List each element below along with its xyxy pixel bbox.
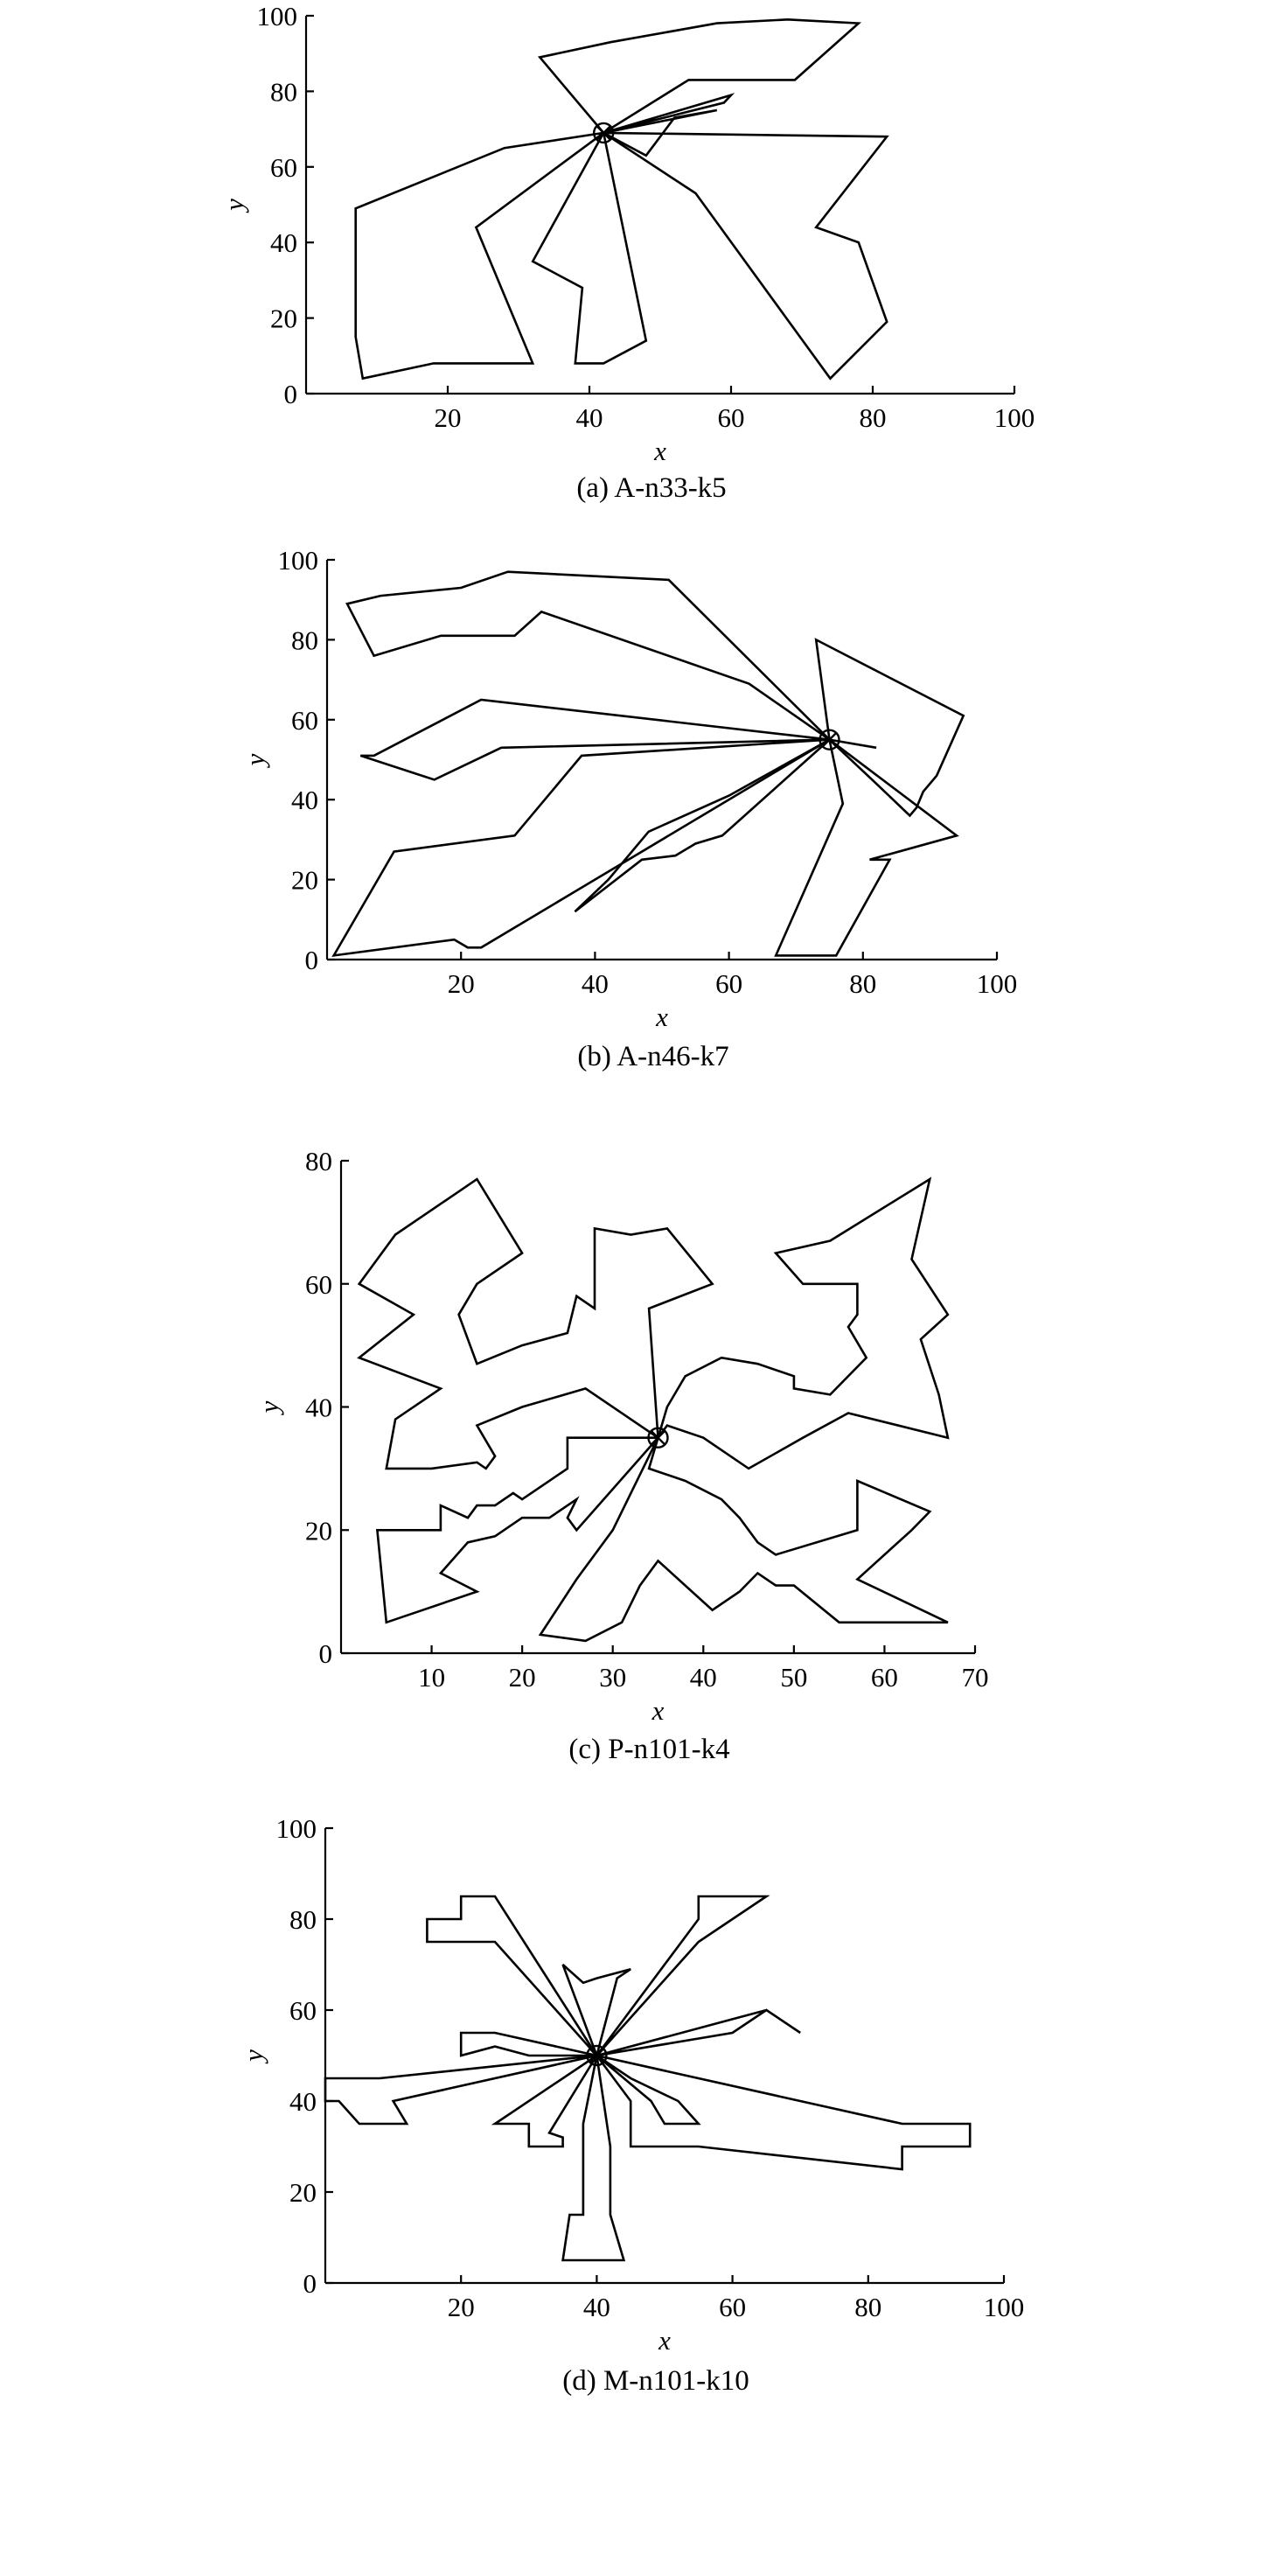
x-axis-label: x	[654, 436, 666, 466]
x-tick-label: 20	[434, 402, 462, 433]
y-tick-label: 0	[283, 379, 297, 409]
y-tick-label: 60	[289, 1995, 317, 2026]
y-tick-label: 80	[270, 76, 297, 108]
route-2-line	[658, 1179, 948, 1469]
y-axis-label: y	[254, 1400, 284, 1414]
y-tick-label: 40	[270, 227, 297, 259]
x-tick-label: 100	[983, 2292, 1025, 2322]
y-tick-label: 100	[275, 1813, 317, 1844]
route-5-line	[596, 2056, 970, 2169]
x-tick-label: 60	[870, 1662, 898, 1693]
route-4-line	[540, 1438, 948, 1641]
chart-m-n101-k10	[238, 1813, 1024, 2397]
x-tick-label: 20	[447, 968, 475, 999]
x-tick-label: 70	[961, 1662, 989, 1693]
route-4-line	[816, 639, 963, 815]
y-tick-label: 60	[291, 704, 318, 736]
y-tick-label: 20	[270, 303, 297, 334]
y-tick-label: 0	[304, 945, 318, 975]
route-1-line	[347, 572, 830, 740]
x-axis-label: x	[656, 1002, 668, 1032]
y-tick-label: 60	[270, 151, 297, 183]
y-tick-label: 100	[277, 545, 318, 576]
y-tick-label: 60	[305, 1268, 332, 1300]
route-5-line	[356, 133, 604, 379]
chart-caption: (c) P-n101-k4	[568, 1734, 730, 1765]
x-axis-label: x	[651, 1695, 665, 1726]
x-tick-label: 60	[715, 968, 743, 999]
x-tick-label: 40	[689, 1662, 717, 1693]
route-7-line	[461, 2033, 596, 2056]
y-tick-label: 100	[256, 1, 297, 31]
x-axis-label: x	[658, 2325, 671, 2356]
route-7-line	[575, 740, 829, 912]
x-tick-label: 30	[599, 1662, 627, 1693]
y-tick-label: 20	[305, 1515, 332, 1546]
route-2-line	[360, 700, 829, 779]
route-3-line	[377, 1438, 658, 1623]
x-tick-label: 100	[976, 968, 1018, 999]
x-tick-label: 50	[780, 1662, 808, 1693]
y-axis-label: y	[240, 753, 270, 766]
x-tick-label: 100	[993, 402, 1035, 433]
route-1-line	[427, 1896, 596, 2056]
x-tick-label: 40	[582, 2292, 610, 2322]
y-tick-label: 0	[318, 1638, 332, 1669]
y-tick-label: 40	[291, 785, 318, 816]
y-tick-label: 20	[289, 2177, 317, 2208]
x-tick-label: 10	[418, 1662, 446, 1693]
chart-caption: (b) A-n46-k7	[577, 1041, 729, 1072]
chart-a-n46-k7	[240, 545, 1017, 1072]
y-tick-label: 40	[289, 2086, 317, 2117]
route-1-line	[540, 19, 859, 133]
y-tick-label: 80	[305, 1146, 332, 1176]
x-tick-label: 40	[575, 402, 603, 433]
route-6-line	[325, 2056, 596, 2124]
route-5-line	[776, 740, 957, 956]
x-tick-label: 20	[447, 2292, 475, 2322]
x-tick-label: 80	[859, 402, 887, 433]
route-8-line	[495, 2056, 596, 2147]
chart-caption: (a) A-n33-k5	[576, 472, 727, 504]
y-axis-label: y	[238, 2049, 268, 2062]
y-axis-label: y	[219, 199, 249, 211]
y-tick-label: 0	[303, 2268, 317, 2299]
chart-caption: (d) M-n101-k10	[562, 2365, 749, 2397]
route-6-line	[533, 133, 646, 364]
chart-p-n101-k4	[254, 1146, 989, 1765]
x-tick-label: 60	[719, 2292, 747, 2322]
x-tick-label: 60	[717, 402, 745, 433]
route-9-line	[563, 2056, 624, 2260]
y-tick-label: 80	[291, 625, 318, 656]
route-1-line	[359, 1179, 713, 1469]
x-tick-label: 40	[581, 968, 609, 999]
x-tick-label: 20	[508, 1662, 536, 1693]
y-tick-label: 20	[291, 864, 318, 896]
chart-a-n33-k5	[219, 1, 1035, 504]
x-tick-label: 80	[854, 2292, 882, 2322]
y-tick-label: 80	[289, 1904, 317, 1935]
route-4-line	[596, 2010, 800, 2056]
x-tick-label: 80	[849, 968, 877, 999]
y-tick-label: 40	[305, 1392, 332, 1423]
route-3-line	[563, 1965, 631, 2056]
